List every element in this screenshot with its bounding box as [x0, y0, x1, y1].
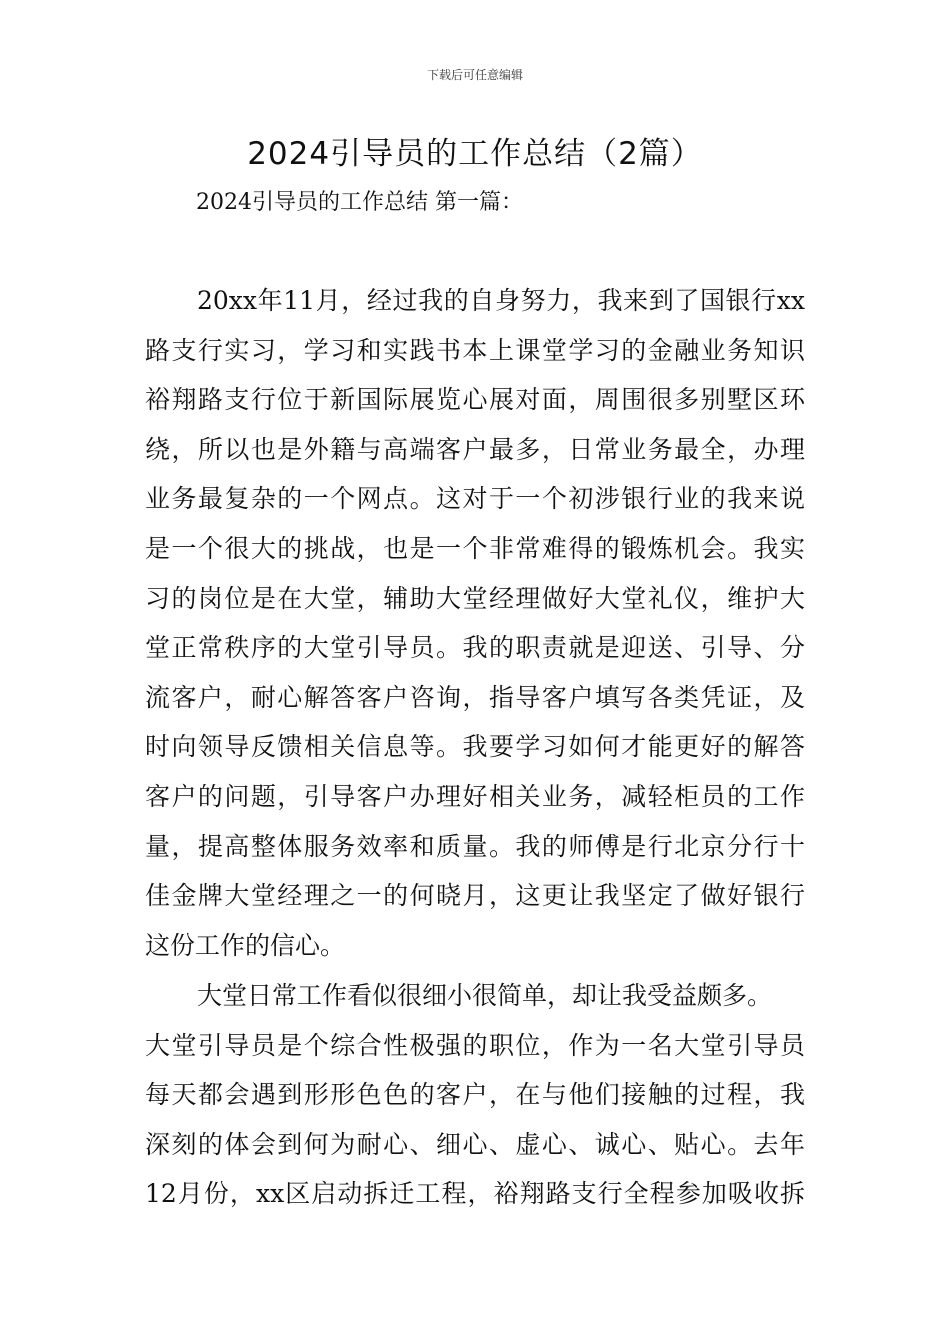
paragraph-line: 流客户，耐心解答客户咨询，指导客户填写各类凭证，及 — [145, 682, 805, 712]
paragraph-line: 这份工作的信心。 — [145, 930, 346, 960]
paragraph-line: 佳金牌大堂经理之一的何晓月，这更让我坚定了做好银行 — [145, 881, 805, 911]
paragraph-line: 深刻的体会到何为耐心、细心、虚心、诚心、贴心。去年 — [145, 1129, 805, 1159]
paragraph-line: 量，提高整体服务效率和质量。我的师傅是行北京分行十 — [145, 831, 805, 861]
document-title: 2024引导员的工作总结（2篇） — [247, 136, 703, 172]
paragraph-line: 习的岗位是在大堂，辅助大堂经理做好大堂礼仪，维护大 — [145, 583, 805, 613]
section-subtitle: 2024引导员的工作总结 第一篇： — [196, 190, 523, 215]
paragraph-line: 大堂引导员是个综合性极强的职位，作为一名大堂引导员 — [145, 1030, 805, 1060]
paragraph-line: 业务最复杂的一个网点。这对于一个初涉银行业的我来说 — [145, 484, 805, 514]
header-note: 下载后可任意编辑 — [426, 68, 523, 82]
paragraph-1 — [145, 276, 805, 970]
paragraph-line: 时向领导反馈相关信息等。我要学习如何才能更好的解答 — [145, 732, 805, 762]
paragraph-line: 裕翔路支行位于新国际展览心展对面，周围很多别墅区环 — [145, 385, 805, 415]
paragraph-line: 堂正常秩序的大堂引导员。我的职责就是迎送、引导、分 — [145, 633, 805, 663]
paragraph-line: 客户的问题，引导客户办理好相关业务，减轻柜员的工作 — [145, 781, 805, 811]
paragraph-line: 绕，所以也是外籍与高端客户最多，日常业务最全，办理 — [145, 434, 805, 464]
paragraph-line: 20xx年11月，经过我的自身努力，我来到了国银行xx — [197, 286, 805, 315]
paragraph-line: 12月份，xx区启动拆迁工程，裕翔路支行全程参加吸收拆 — [145, 1179, 805, 1209]
paragraph-line: 每天都会遇到形形色色的客户，在与他们接触的过程，我 — [145, 1080, 805, 1110]
paragraph-2 — [145, 971, 805, 1219]
paragraph-line: 路支行实习，学习和实践书本上课堂学习的金融业务知识 — [145, 335, 805, 365]
paragraph-line: 是一个很大的挑战，也是一个非常难得的锻炼机会。我实 — [145, 533, 805, 563]
paragraph-line: 大堂日常工作看似很细小很简单，却让我受益颇多。 — [197, 981, 773, 1010]
